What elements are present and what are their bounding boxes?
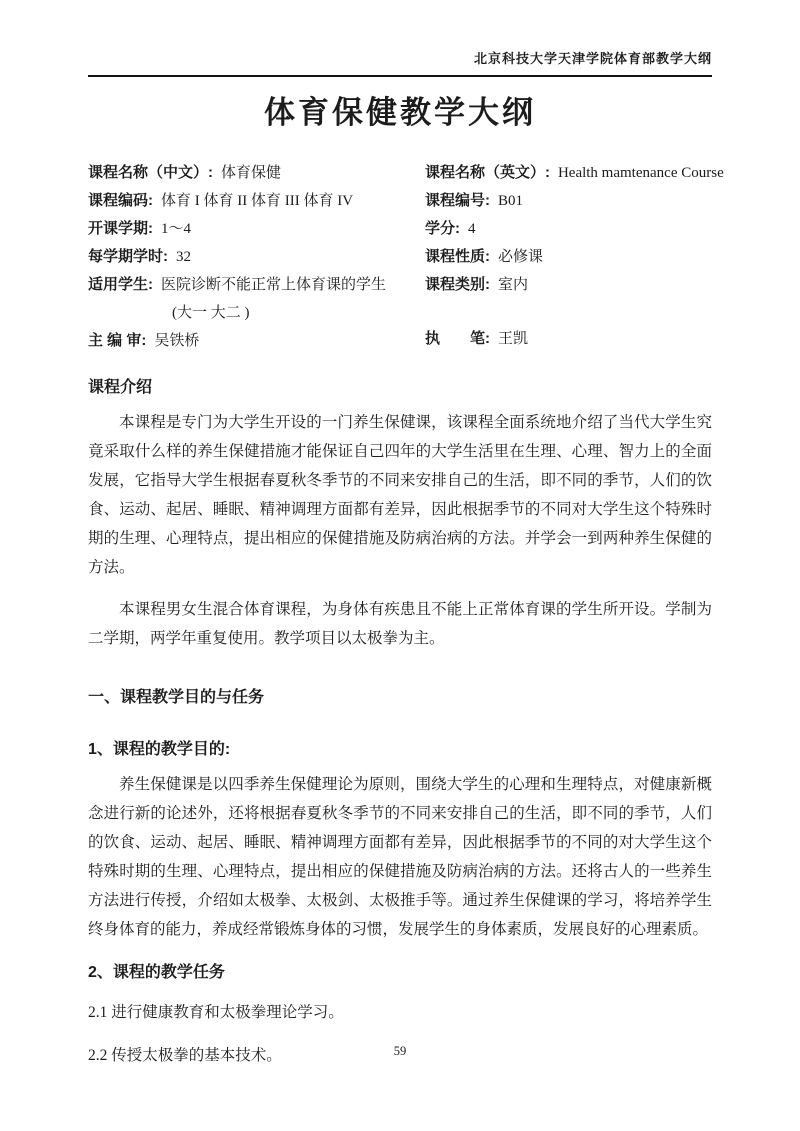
course-info-grid [88,159,724,355]
field-label: 课程名称（中文）: [88,164,213,181]
page-header [88,50,712,77]
teaching-task-item-1: 2.1 进行健康教育和太极拳理论学习。 [88,1004,344,1021]
field-value: 体育 I 体育 II 体育 III 体育 IV [161,193,354,209]
field-value: B01 [497,193,523,209]
field-value: 32 [176,249,191,265]
section-heading-objectives-and-tasks: 一、课程教学目的与任务 [88,689,265,706]
info-row-course-name-en [424,159,724,187]
info-row-course-code [88,187,425,215]
field-value: 室内 [497,277,528,293]
field-label: 课程编码: [88,192,153,209]
field-value: Health mamtenance Course [557,165,724,181]
teaching-task-item-2: 2.2 传授太极拳的基本技术。 [88,1047,282,1064]
info-row-written-by [425,325,712,353]
field-label: 执 笔: [424,330,490,347]
course-info-right-column [424,159,724,355]
section-heading-course-intro: 课程介绍 [88,379,153,396]
field-value: 4 [467,221,476,237]
field-label: 课程编号: [424,192,490,209]
field-value: 体育保健 [221,165,282,181]
field-value: 必修课 [497,249,543,265]
field-label: 每学期学时: [88,248,168,265]
subsection-heading-teaching-objectives: 1、课程的教学目的: [88,741,231,758]
field-label: 课程名称（英文）: [424,164,550,181]
teaching-objectives-paragraph: 养生保健课是以四季养生保健理论为原则，围绕大学生的心理和生理特点，对健康新概念进行新的论述外，还将根据春夏秋冬季节的不同来安排自己的生活，即不同的季节，人们的饮食、运动、起居、睡眠、精神调理方面都有差异，因此根据季节的不同的对大学生这个特殊时期的生理、心理特点，提出相应的保健措施及防病治病的方法。还将古人的一些养生方法进行传授，介绍如太极拳、太极剑、太极推手等。通过养生保健课的学习，将培养学生终身体育的能力，养成经常锻炼身体的习惯，发展学生的身体素质，发展良好的心理素质。 [88,776,712,938]
field-label: 课程类别: [424,276,490,293]
page-number: 59 [393,1044,407,1058]
field-label: 课程性质: [424,248,490,265]
field-value: 吴铁桥 [154,333,200,349]
field-value: 1～4 [161,221,192,237]
info-row-hours-per-semester [88,243,425,271]
info-row-semesters [88,215,425,243]
course-intro-paragraph-2: 本课程男女生混合体育课程，为身体有疾患且不能上正常体育课的学生所开设。学制为二学期，两学年重复使用。教学项目以太极拳为主。 [88,601,712,647]
field-label: 学分: [424,220,460,237]
info-row-chief-editor [88,327,425,355]
field-value: 王凯 [497,331,528,347]
header-text: 北京科技大学天津学院体育部教学大纲 [473,51,712,66]
field-label: 主 编 审: [88,332,147,349]
field-label: 适用学生: [88,276,153,293]
info-row-credits [425,215,712,243]
subsection-heading-teaching-tasks: 2、课程的教学任务 [88,964,225,981]
info-row-course-category [425,271,712,299]
course-info-left-column [88,159,425,355]
field-value: 医院诊断不能正常上体育课的学生 [161,277,387,293]
field-value-line2: (大一 大二 ) [172,305,250,321]
course-intro-paragraph-1: 本课程是专门为大学生开设的一门养生保健课，该课程全面系统地介绍了当代大学生究竟采取什么样的养生保健措施才能保证自己四年的大学生活里在生理、心理、智力上的全面发展，它指导大学生根据春夏秋冬季节的不同来安排自己的生活，即不同的季节，人们的饮食、运动、起居、睡眠、精神调理方面都有差异，因此根据季节的不同对大学生这个特殊时期的生理、心理特点，提出相应的保健措施及防病治病的方法。并学会一到两种养生保健的方法。 [88,414,712,576]
info-row-applicable-students [88,271,425,327]
info-row-course-name-cn [88,159,425,187]
document-title: 体育保健教学大纲 [264,95,536,130]
info-row-course-number [425,187,712,215]
info-row-course-nature [425,243,712,271]
field-label: 开课学期: [88,220,153,237]
